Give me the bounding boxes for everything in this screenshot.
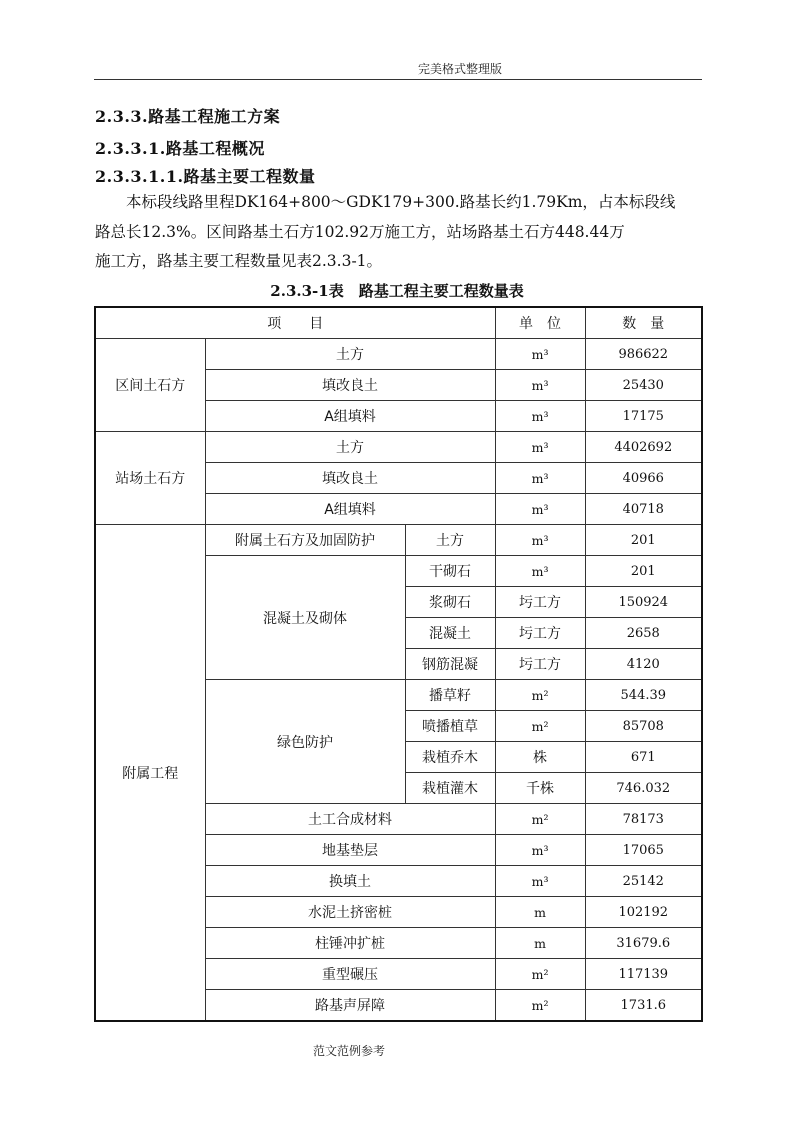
group-qujian: 区间土石方 [95,339,205,432]
item-qty: 78173 [585,804,702,835]
item-name: 水泥土挤密桩 [205,897,495,928]
item-name: 混凝土 [405,618,495,649]
item-unit: m³ [495,866,585,897]
item-qty: 25430 [585,370,702,401]
item-unit: 圬工方 [495,618,585,649]
item-name: 播草籽 [405,680,495,711]
item-unit: m³ [495,339,585,370]
item-name: 土工合成材料 [205,804,495,835]
page-footer: 范文范例参考 [313,1044,386,1058]
item-name: 钢筋混凝 [405,649,495,680]
item-qty: 746.032 [585,773,702,804]
item-qty: 17175 [585,401,702,432]
item-unit: m³ [495,494,585,525]
table-caption: 2.3.3-1表 路基工程主要工程数量表 [270,282,524,300]
item-qty: 85708 [585,711,702,742]
item-unit: m [495,897,585,928]
page-header: 完美格式整理版 [418,62,503,76]
item-qty: 671 [585,742,702,773]
table-row [95,432,702,463]
item-unit: 圬工方 [495,587,585,618]
item-name: 土方 [205,339,495,370]
header-item: 项 目 [95,307,495,339]
item-name: 土方 [405,525,495,556]
item-qty: 150924 [585,587,702,618]
item-qty: 201 [585,556,702,587]
item-name: 柱锤冲扩桩 [205,928,495,959]
item-unit: 千株 [495,773,585,804]
item-qty: 40966 [585,463,702,494]
item-name: 栽植灌木 [405,773,495,804]
item-unit: m² [495,680,585,711]
item-unit: m³ [495,525,585,556]
item-unit: m² [495,990,585,1022]
item-name: 填改良土 [205,463,495,494]
item-name: 浆砌石 [405,587,495,618]
item-unit: m³ [495,432,585,463]
item-qty: 102192 [585,897,702,928]
paragraph-line: 本标段线路里程DK164+800～GDK179+300.路基长约1.79Km，占本标段线 [95,193,676,211]
item-name: A组填料 [205,494,495,525]
item-qty: 4120 [585,649,702,680]
item-unit: m³ [495,556,585,587]
item-qty: 4402692 [585,432,702,463]
item-qty: 117139 [585,959,702,990]
group-fushu: 附属工程 [95,525,205,1022]
item-name: 路基声屏障 [205,990,495,1022]
item-qty: 40718 [585,494,702,525]
item-qty: 986622 [585,339,702,370]
subgroup-hunningtu: 混凝土及砌体 [205,556,405,680]
item-unit: m² [495,711,585,742]
item-name: 重型碾压 [205,959,495,990]
item-name: 干砌石 [405,556,495,587]
header-unit: 单 位 [495,307,585,339]
group-zhanchang: 站场土石方 [95,432,205,525]
table-header-row [95,307,702,339]
heading-2: 2.3.3.1.路基工程概况 [95,139,265,158]
item-qty: 2658 [585,618,702,649]
item-qty: 544.39 [585,680,702,711]
item-name: 土方 [205,432,495,463]
heading-3: 2.3.3.1.1.路基主要工程数量 [95,167,316,186]
item-qty: 1731.6 [585,990,702,1022]
table-row [95,525,702,556]
item-unit: m³ [495,370,585,401]
item-name: 换填土 [205,866,495,897]
item-unit: m [495,928,585,959]
item-unit: m² [495,804,585,835]
header-qty: 数 量 [585,307,702,339]
header-divider [94,79,702,80]
item-unit: m³ [495,835,585,866]
subgroup-fushu-tushifang: 附属土石方及加固防护 [205,525,405,556]
item-name: 填改良土 [205,370,495,401]
item-qty: 201 [585,525,702,556]
item-name: 喷播植草 [405,711,495,742]
item-qty: 17065 [585,835,702,866]
item-qty: 25142 [585,866,702,897]
item-unit: 圬工方 [495,649,585,680]
quantity-table [94,306,703,1022]
item-name: 栽植乔木 [405,742,495,773]
heading-1: 2.3.3.路基工程施工方案 [95,107,281,126]
item-unit: m³ [495,463,585,494]
item-name: 地基垫层 [205,835,495,866]
item-unit: m³ [495,401,585,432]
body-paragraph [95,188,701,277]
item-unit: m² [495,959,585,990]
item-qty: 31679.6 [585,928,702,959]
paragraph-line: 施工方，路基主要工程数量见表2.3.3-1。 [95,252,383,270]
table-row [95,339,702,370]
paragraph-line: 路总长12.3%。区间路基土石方102.92万施工方，站场路基土石方448.44万 [95,222,625,241]
subgroup-lvse: 绿色防护 [205,680,405,804]
item-unit: 株 [495,742,585,773]
item-name: A组填料 [205,401,495,432]
